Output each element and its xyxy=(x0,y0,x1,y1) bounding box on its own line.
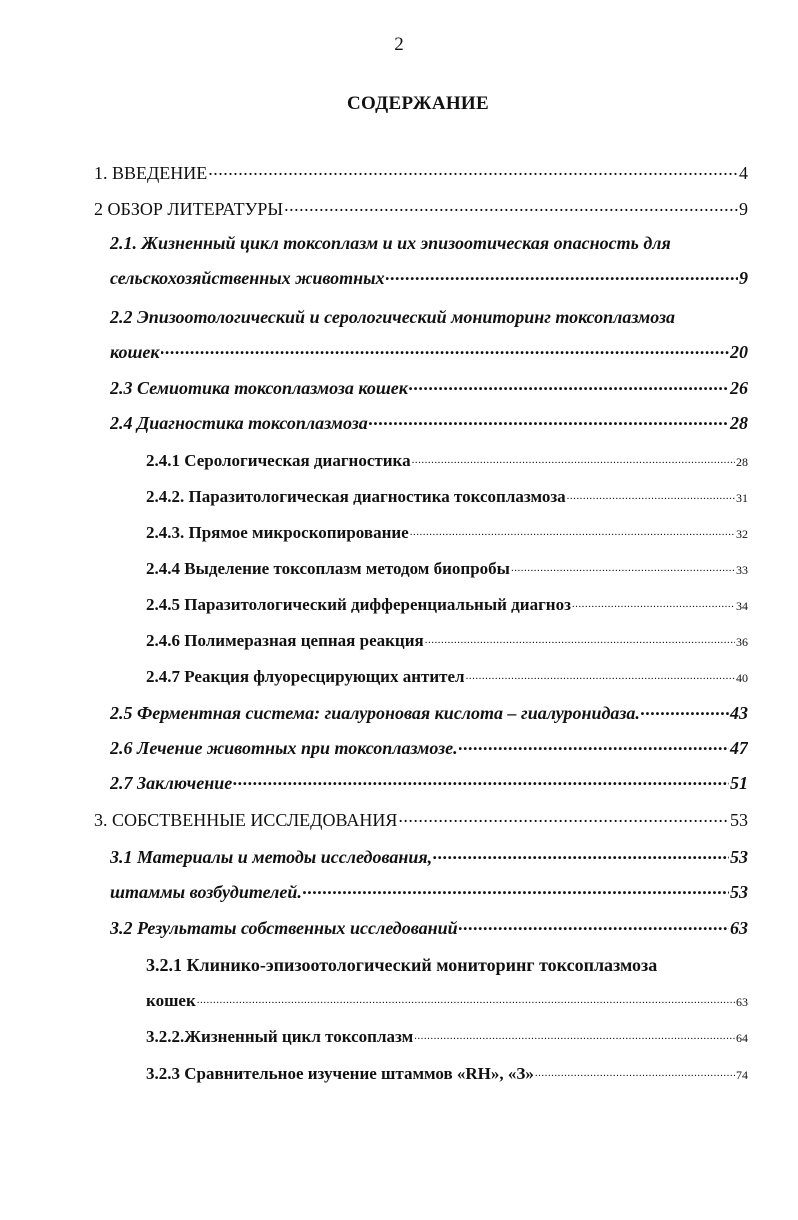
toc-leader-dots xyxy=(369,410,729,434)
toc-leader-dots xyxy=(303,879,729,903)
toc-entry-label-line1: 3.2.1 Клинико-эпизоотологический мониторинг токсоплазмоза xyxy=(146,955,658,976)
toc-leader-dots xyxy=(398,807,729,831)
toc-leader-dots xyxy=(414,1030,735,1047)
toc-entry-page: 64 xyxy=(736,1030,748,1045)
toc-entry-page: 74 xyxy=(736,1067,748,1082)
toc-leader-dots xyxy=(567,490,735,507)
toc-entry-label: 2.4 Диагностика токсоплазмоза xyxy=(110,413,368,434)
toc-leader-dots xyxy=(433,844,729,868)
toc-entry-bioassay[interactable] xyxy=(146,553,748,579)
toc-entry-life-cycle-toxoplasma[interactable] xyxy=(146,1021,748,1047)
toc-leader-dots xyxy=(161,339,729,363)
toc-entry-page: 47 xyxy=(730,738,748,759)
toc-entry-label: 2.4.7 Реакция флуоресцирующих антител xyxy=(146,667,465,687)
toc-entry-label: 2 ОБЗОР ЛИТЕРАТУРЫ xyxy=(94,199,284,220)
toc-entry-strain-comparison[interactable] xyxy=(146,1058,748,1084)
toc-entry-clinical-monitoring[interactable] xyxy=(146,985,748,1011)
toc-entry-page: 9 xyxy=(739,268,748,289)
toc-entry-label: 2.4.2. Паразитологическая диагностика токсоплазмоза xyxy=(146,487,566,507)
toc-leader-dots xyxy=(535,1067,735,1084)
toc-leader-dots xyxy=(641,700,729,724)
toc-leader-dots xyxy=(409,375,729,399)
toc-entry-page: 51 xyxy=(730,773,748,794)
toc-entry-treatment[interactable] xyxy=(110,733,748,759)
toc-entry-literature-review[interactable] xyxy=(94,194,748,220)
page-title: СОДЕРЖАНИЕ xyxy=(347,93,489,114)
toc-entry-conclusion[interactable] xyxy=(110,768,748,794)
toc-entry-label: 2.4.5 Паразитологический дифференциальный диагноз xyxy=(146,595,571,615)
toc-entry-strains[interactable] xyxy=(110,877,748,903)
toc-entry-serological[interactable] xyxy=(146,445,748,471)
toc-entry-page: 31 xyxy=(736,490,748,505)
toc-entry-label: 3.2 Результаты собственных исследований xyxy=(110,918,458,939)
toc-entry-label: 1. ВВЕДЕНИЕ xyxy=(94,163,208,184)
toc-leader-dots xyxy=(284,196,738,220)
toc-leader-dots xyxy=(459,735,729,759)
toc-entry-label: кошек xyxy=(110,342,160,363)
toc-entry-page: 53 xyxy=(730,847,748,868)
toc-entry-page: 40 xyxy=(736,670,748,685)
toc-entry-pcr[interactable] xyxy=(146,625,748,651)
toc-entry-page: 43 xyxy=(730,703,748,724)
toc-entry-page: 33 xyxy=(736,562,748,577)
toc-entry-label: 2.4.4 Выделение токсоплазм методом биопробы xyxy=(146,559,510,579)
toc-entry-differential[interactable] xyxy=(146,589,748,615)
toc-entry-page: 20 xyxy=(730,342,748,363)
toc-leader-dots xyxy=(197,994,735,1011)
toc-leader-dots xyxy=(208,160,738,184)
toc-entry-monitoring[interactable] xyxy=(110,337,748,363)
toc-entry-results[interactable] xyxy=(110,913,748,939)
toc-entry-page: 32 xyxy=(736,526,748,541)
toc-leader-dots xyxy=(412,454,735,471)
toc-entry-label: 2.5 Ферментная система: гиалуроновая кислота – гиалуронидаза. xyxy=(110,703,640,724)
toc-entry-label-line1: 2.2 Эпизоотологический и серологический мониторинг токсоплазмоза xyxy=(110,307,676,328)
toc-entry-label: 3.1 Материалы и методы исследования, xyxy=(110,847,433,868)
page-number: 2 xyxy=(394,34,404,55)
toc-entry-page: 26 xyxy=(730,378,748,399)
toc-entry-parasitological[interactable] xyxy=(146,481,748,507)
toc-entry-label: 2.7 Заключение xyxy=(110,773,233,794)
toc-entry-materials[interactable] xyxy=(110,842,748,868)
toc-entry-introduction[interactable] xyxy=(94,158,748,184)
toc-entry-page: 9 xyxy=(739,199,748,220)
toc-entry-label: штаммы возбудителей. xyxy=(110,882,302,903)
toc-entry-label: 2.4.1 Серологическая диагностика xyxy=(146,451,411,471)
toc-entry-diagnostics[interactable] xyxy=(110,408,748,434)
toc-entry-page: 53 xyxy=(730,810,748,831)
toc-entry-page: 28 xyxy=(736,454,748,469)
toc-entry-page: 34 xyxy=(736,598,748,613)
toc-entry-label: 2.3 Семиотика токсоплазмоза кошек xyxy=(110,378,408,399)
toc-leader-dots xyxy=(511,562,735,579)
toc-entry-label: сельскохозяйственных животных xyxy=(110,268,385,289)
toc-leader-dots xyxy=(572,598,735,615)
toc-entry-label: 2.4.6 Полимеразная цепная реакция xyxy=(146,631,424,651)
toc-entry-page: 36 xyxy=(736,634,748,649)
toc-entry-enzyme-system[interactable] xyxy=(110,698,748,724)
toc-entry-label: 2.4.3. Прямое микроскопирование xyxy=(146,523,409,543)
toc-entry-label: 2.6 Лечение животных при токсоплазмозе. xyxy=(110,738,458,759)
toc-leader-dots xyxy=(459,915,729,939)
toc-entry-label: 3.2.2.Жизненный цикл токсоплазм xyxy=(146,1027,414,1047)
toc-entry-microscopy[interactable] xyxy=(146,517,748,543)
toc-entry-page: 63 xyxy=(736,994,748,1009)
toc-entry-page: 63 xyxy=(730,918,748,939)
toc-leader-dots xyxy=(425,634,735,651)
toc-entry-page: 4 xyxy=(739,163,748,184)
toc-leader-dots xyxy=(410,526,735,543)
toc-entry-page: 28 xyxy=(730,413,748,434)
toc-entry-page: 53 xyxy=(730,882,748,903)
toc-leader-dots xyxy=(386,265,738,289)
toc-entry-life-cycle[interactable] xyxy=(110,263,748,289)
toc-entry-label: 3. СОБСТВЕННЫЕ ИССЛЕДОВАНИЯ xyxy=(94,810,398,831)
toc-leader-dots xyxy=(233,770,729,794)
toc-entry-label: 3.2.3 Сравнительное изучение штаммов «RH», «З» xyxy=(146,1064,534,1084)
toc-entry-own-research[interactable] xyxy=(94,805,748,831)
toc-entry-label: кошек xyxy=(146,991,196,1011)
toc-entry-semiotics[interactable] xyxy=(110,373,748,399)
toc-leader-dots xyxy=(466,670,735,687)
toc-entry-label-line1: 2.1. Жизненный цикл токсоплазм и их эпизоотическая опасность для xyxy=(110,233,671,254)
toc-entry-fluorescent[interactable] xyxy=(146,661,748,687)
